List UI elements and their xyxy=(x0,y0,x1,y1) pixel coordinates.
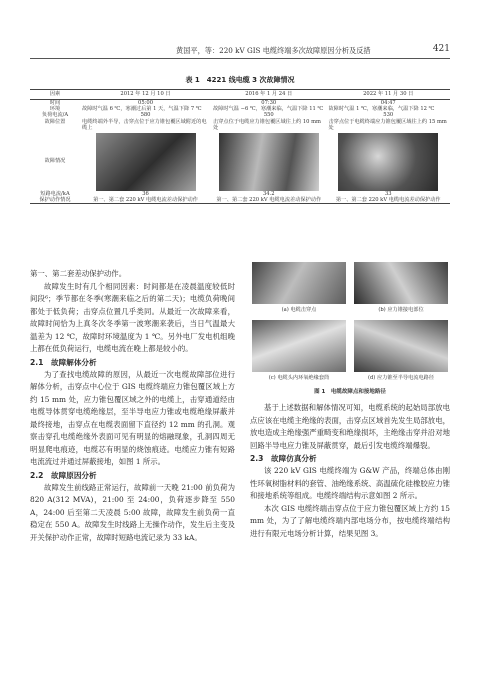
fault-table xyxy=(30,89,450,204)
running-header xyxy=(30,44,450,59)
column-header: 2022 年 11 月 30 日 xyxy=(326,90,450,100)
table-cell: 第一、第二套 220 kV 电缆电流差动保护动作 xyxy=(80,197,211,204)
figure-1 xyxy=(252,262,448,394)
row-label: 时间 xyxy=(49,100,61,106)
table-cell: 故障时气温 6 ℃，寒潮过后第 1 天，气温下降 7 ℃ xyxy=(82,106,202,113)
table-cell: 击穿点位于电缆应力锥包覆区域往上约 10 mm 处 xyxy=(213,118,321,131)
row-label: 负荷电流/A xyxy=(41,112,69,119)
table-caption: 表 1 4221 线电缆 3 次故障情况 xyxy=(185,76,295,84)
table-cell: 05:00 xyxy=(138,100,153,106)
figure-image-d xyxy=(354,320,448,372)
column-header: 因素 xyxy=(30,90,80,100)
figure-subcaption: (a) 电缆击穿点 xyxy=(281,307,317,313)
figure-caption: 图 1 电缆故障点和接地路径 xyxy=(314,389,386,395)
table-cell xyxy=(211,131,326,191)
section-heading: 2.3 故障仿真分析 xyxy=(250,454,317,463)
right-column xyxy=(250,402,450,540)
table-cell: 36 xyxy=(142,191,149,198)
figure-subcaption: (c) 电缆头内环氧绝缘套筒 xyxy=(268,375,330,381)
table-cell: 04:47 xyxy=(380,100,396,106)
table-cell: 33 xyxy=(384,191,392,198)
table-cell: 07:30 xyxy=(261,100,277,106)
section-heading: 2.2 故障原因分析 xyxy=(30,470,97,480)
running-title: 黄国平，等：220 kV GIS 电缆终端多次故障原因分析及反措 xyxy=(176,46,371,55)
row-label: 环境 xyxy=(49,106,61,113)
figure-subcaption: (d) 应力锥至半导电流电路径 xyxy=(367,375,435,381)
paragraph: 为了查找电缆故障的原因，从最近一次电缆故障部位进行解体分析，击穿点中心位于 GIS 电缆终端应力锥包覆区域上方约 15 mm 处，应力锥包覆区域之外的电缆上，击穿通道经由电缆导体贯穿电缆绝缘层，至半导电应力锥或电缆绝缘屏蔽并最终接地，击穿点在电缆表面留下直径约 12 mm 的孔洞。观察击穿孔电缆绝缘外表面可见有明显的熔融现象，孔洞四周无明显爬电痕迹，电缆芯有明显的烧蚀痕迹。电缆应力锥有短路电流流过并通过屏蔽接地，如图 1 所示。 xyxy=(30,369,235,466)
figure-image-a xyxy=(252,262,346,304)
row-label: 短路电流/kA xyxy=(40,191,70,198)
paragraph: 故障发生前线路正常运行，故障前一天晚 21:00 前负荷为 820 A(312 MVA)，21:00 至 24:00，负荷逐步降至 550 A，24:00 后至第二天凌晨 5:00 故障，故障发生前负荷一直稳定在 550 A。故障发生时线路上无操作动作，发生后主变及开关保护动作正常，故障时短路电流记录为 33 kA。 xyxy=(30,482,235,542)
table-row xyxy=(30,197,450,204)
table-cell: 第一、第二套 220 kV 电缆电流差动保护动作 xyxy=(326,197,450,204)
paragraph: 本次 GIS 电缆终端击穿点位于应力锥包覆区域上方约 15 mm 处，为了了解电缆终端内部电场分布，按电缆终端结构进行有限元电场分析计算，结果见图 3。 xyxy=(250,503,450,538)
row-label: 保护动作情况 xyxy=(30,197,80,204)
table-cell: 电缆终端外半导，击穿点位于应力锥包覆区域附近的电缆上 xyxy=(82,118,207,131)
row-label: 故障位置 xyxy=(44,118,66,125)
table-cell: 580 xyxy=(140,112,151,119)
figure-image-b xyxy=(354,262,448,304)
page-number: 421 xyxy=(432,44,450,54)
left-column xyxy=(30,268,235,544)
table-cell: 击穿点位于电缆终端应力锥包覆区域往上约 15 mm 处 xyxy=(328,118,447,131)
table-cell: 550 xyxy=(263,112,274,119)
row-label: 故障情况 xyxy=(44,157,66,164)
table-cell: 34.2 xyxy=(262,191,275,198)
table-row xyxy=(30,131,450,191)
paragraph: 故障发生时有几个相同因素：时间都是在凌晨温度较低时间段⁶；季节都在冬季(寒潮来临之后的第二天)；电缆负荷晚间都处于低负荷；击穿点位置几乎类同。从最近一次故障来看，故障时间恰为上真冬次冬季第一波寒潮来袭后，当日气温最大温差为 12 ℃，故障时环境温度为 1 ℃。另外电厂发电机组晚上都在低负荷运行，电缆电流在晚上都是较小的。 xyxy=(30,281,235,353)
fault-photo-2022 xyxy=(338,133,438,191)
fault-photo-2016 xyxy=(219,133,319,191)
figure-image-c xyxy=(252,320,346,372)
paragraph: 该 220 kV GIS 电缆终端为 G&W 产品，终端总体由刚性环氧树脂材料的套管、油绝缘系统、高温硫化硅橡胶应力锥和接地系统等组成。电缆终端结构示意如图 2 所示。 xyxy=(250,466,450,500)
paragraph: 基于上述数据和解体情况可知，电缆系统的起始局部放电点应该在电缆主绝缘的表面，击穿点区域首先发生局部放电，放电造成主绝缘强严重畸变和绝缘损坏，主绝缘击穿并沿对地回路半导电应力锥及屏蔽贯穿，最后引发电缆终端爆裂。 xyxy=(250,403,450,450)
section-heading: 2.1 故障解体分析 xyxy=(30,357,97,367)
table-cell: 第一、第二套 220 kV 电缆电流差动保护动作 xyxy=(211,197,326,204)
column-header: 2012 年 12 月 10 日 xyxy=(80,90,211,100)
figure-subcaption: (b) 应力锥接电部位 xyxy=(378,307,424,313)
fault-photo-2012 xyxy=(96,133,196,191)
table-cell xyxy=(326,131,450,191)
table-row xyxy=(30,119,450,131)
table-cell: 故障时气温 −6 ℃，寒潮来临，气温下降 11 ℃ xyxy=(213,106,324,113)
paragraph: 第一、第二套差动保护动作。 xyxy=(30,269,127,278)
table-header-row xyxy=(30,90,450,100)
table-cell: 530 xyxy=(383,112,394,119)
table-cell: 故障时气温 1 ℃，寒潮来临，气温下降 12 ℃ xyxy=(328,106,435,113)
column-header: 2016 年 1 月 24 日 xyxy=(211,90,326,100)
table-cell xyxy=(80,131,211,191)
